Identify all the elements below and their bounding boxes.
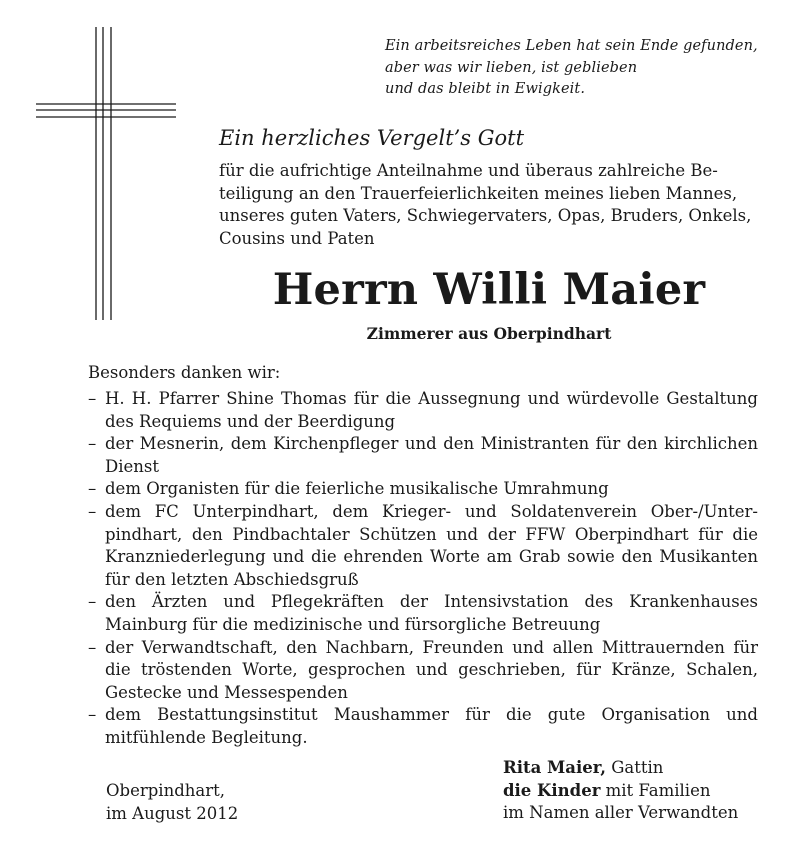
date: im August 2012 [106,803,239,823]
thanks-line: dem Bestattungsinstitut Maushammer für die gute Organisation und [105,705,758,725]
thanks-line: für den letzten Abschiedsgruß [105,569,359,589]
motto-line: aber was wir lieben, ist geblieben [385,59,638,76]
deceased-name: Herrn Willi Maier [272,265,706,315]
signature-name: die Kinder [503,780,601,800]
thanks-item [88,704,758,749]
dash-bullet: – [88,479,97,499]
thanks-item [88,637,758,705]
thanks-item [88,591,758,636]
motto-line: und das bleibt in Ewigkeit. [385,81,586,97]
thanks-heading: Besonders danken wir: [88,363,281,382]
thanks-line: H. H. Pfarrer Shine Thomas für die Aussegnung und würdevolle Gestaltung [105,389,758,408]
intro-line: unseres guten Vaters, Schwiegervaters, Opas, Bruders, Onkels, [219,206,752,225]
intro-text [219,160,759,250]
signature-line [503,757,738,780]
place: Oberpindhart, [106,781,225,800]
signature-relation: mit Familien [600,780,711,800]
thanks-line: Mainburg für die medizinische und fürsorgliche Betreuung [105,614,601,634]
thanks-line: pindhart, den Pindbachtaler Schützen und der FFW Oberpindhart für die [105,524,758,544]
signature-name: Rita Maier, [503,758,606,777]
motto-line: Ein arbeitsreiches Leben hat sein Ende gefunden, [385,38,758,54]
thanks-line: die tröstenden Worte, gesprochen und geschrieben, für Kränze, Schalen, [105,660,758,680]
dash-bullet: – [88,705,97,725]
signature-line [503,780,738,803]
dash-bullet: – [88,592,97,612]
thanks-line: dem Organisten für die feierliche musikalische Umrahmung [105,479,609,499]
thanks-item [88,501,758,591]
thanks-list [88,388,758,750]
thanks-line: der Mesnerin, dem Kirchenpfleger und den Ministranten für den kirchlichen [105,434,758,454]
intro-line: für die aufrichtige Anteilnahme und überaus zahlreiche Be- [219,161,718,180]
dash-bullet: – [88,389,97,408]
dash-bullet: – [88,434,97,454]
thanks-line: Dienst [105,456,159,476]
intro-line: teiligung an den Trauerfeierlichkeiten meines lieben Mannes, [219,183,738,203]
thanks-line: den Ärzten und Pflegekräften der Intensivstation des Krankenhauses [105,592,758,612]
deceased-occupation: Zimmerer aus Oberpindhart [366,324,612,343]
thanks-line: Gestecke und Messespenden [105,682,348,702]
place-and-date [106,780,238,825]
cross-icon [0,0,200,330]
thanks-line: Kranzniederlegung und die ehrenden Worte am Grab sowie den Musikanten [105,547,758,567]
signature-relation: Gattin [606,758,664,777]
thanks-item [88,478,758,501]
thanks-item [88,388,758,433]
dash-bullet: – [88,501,97,521]
signature-line [503,802,738,825]
signature-relation: im Namen aller Verwandten [503,803,739,822]
thanks-item [88,433,758,478]
motto-verse [385,36,775,101]
thanks-line: der Verwandtschaft, den Nachbarn, Freunden und allen Mittrauernden für [105,637,758,657]
signatures [503,757,738,825]
intro-line: Cousins und Paten [219,228,375,248]
thanks-line: des Requiems und der Beerdigung [105,411,396,431]
thanks-line: mitfühlende Begleitung. [105,727,308,747]
thanks-title: Ein herzliches Vergelt’s Gott [219,126,525,150]
dash-bullet: – [88,637,97,657]
thanks-line: dem FC Unterpindhart, dem Krieger- und Soldatenverein Ober-/Unter- [105,501,758,521]
